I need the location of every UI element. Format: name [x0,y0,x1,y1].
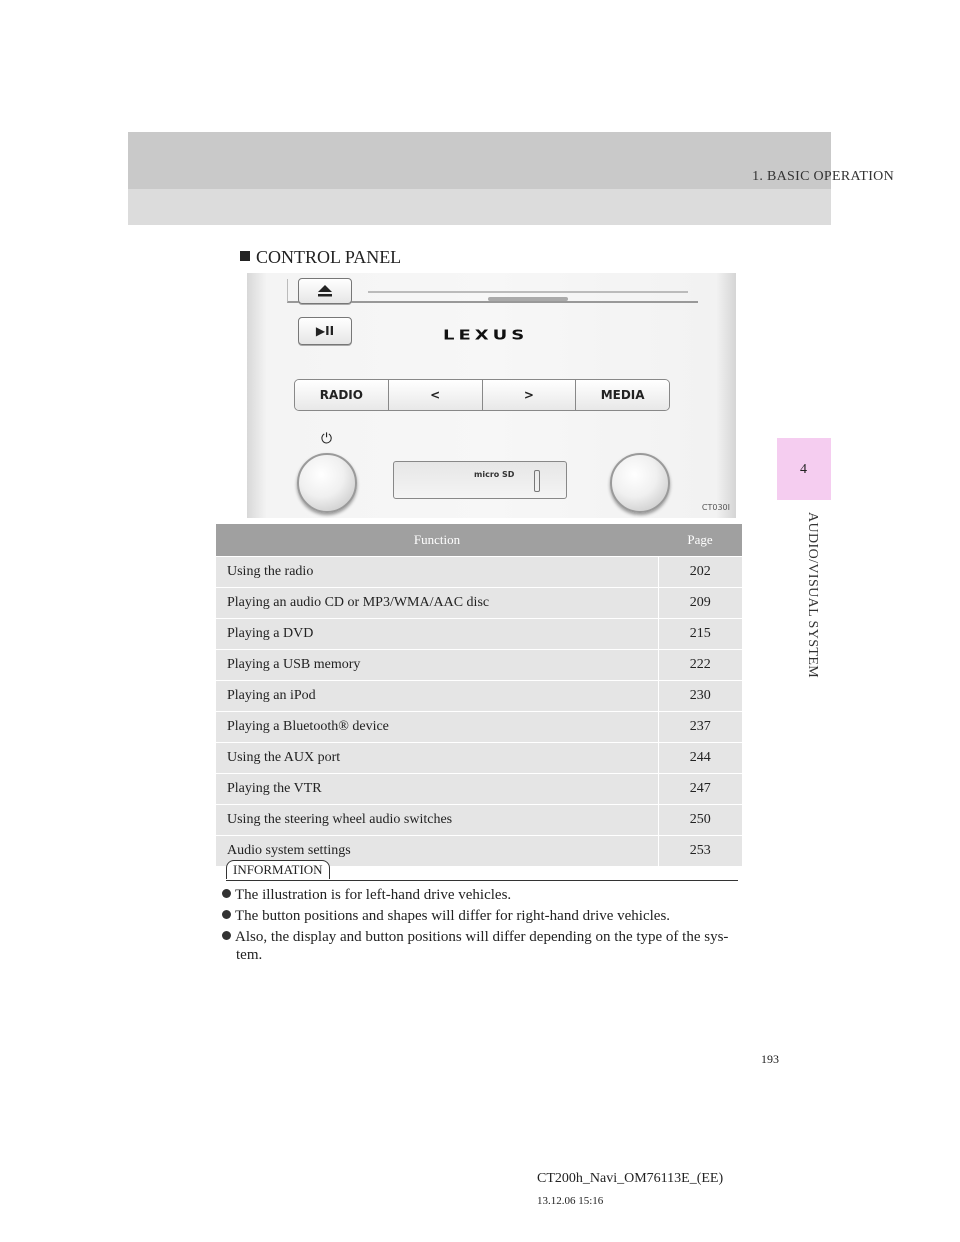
page-cell: 237 [658,712,742,743]
page-cell: 244 [658,743,742,774]
eject-icon [318,285,332,297]
page-cell: 230 [658,681,742,712]
function-cell: Using the radio [216,557,658,588]
chapter-number: 4 [800,462,807,477]
page-column-header: Page [658,524,742,557]
power-icon: ⏻ [321,431,333,447]
page-header-title: 1. BASIC OPERATION [752,169,894,184]
radio-button: RADIO [295,380,389,410]
function-table [216,524,742,866]
function-cell: Playing an audio CD or MP3/WMA/AAC disc [216,588,658,619]
function-cell: Playing a DVD [216,619,658,650]
illustration-code: CT030I [701,503,730,512]
disc-slot-line [368,291,688,293]
chapter-label: AUDIO/VISUAL SYSTEM [805,512,820,679]
bullet-icon [222,910,231,919]
function-cell: Playing a USB memory [216,650,658,681]
function-cell: Using the AUX port [216,743,658,774]
seek-back-button: < [389,380,483,410]
table-row [216,774,742,805]
section-title [240,247,401,268]
eject-button [298,278,352,304]
info-bullet-continuation: tem. [236,947,263,963]
table-row [216,805,742,836]
info-bullet-text: The button positions and shapes will differ for right-hand drive vehicles. [235,908,671,924]
sd-slot-opening [534,470,540,492]
page-cell: 250 [658,805,742,836]
page-number: 193 [761,1052,779,1066]
function-cell: Audio system settings [216,836,658,867]
table-row [216,681,742,712]
seek-forward-button: > [483,380,577,410]
header-band-lower [128,189,831,225]
info-bullet-text: Also, the display and button positions will differ depending on the type of the sys- [235,929,729,945]
sd-card-slot [393,461,567,499]
info-bullet [222,928,757,964]
table-row [216,619,742,650]
media-button: MEDIA [576,380,669,410]
function-cell: Using the steering wheel audio switches [216,805,658,836]
source-button-row [294,379,670,411]
function-cell: Playing an iPod [216,681,658,712]
bullet-icon [222,889,231,898]
info-bullet-text: The illustration is for left-hand drive vehicles. [235,887,512,903]
page-cell: 202 [658,557,742,588]
disc-slot-nub [488,297,568,301]
information-rule [226,880,738,881]
page-cell: 222 [658,650,742,681]
page-cell: 247 [658,774,742,805]
page-cell: 253 [658,836,742,867]
section-title-text: CONTROL PANEL [256,247,402,267]
play-pause-button: ▶II [298,317,352,345]
lexus-logo: LEXUS [443,327,529,344]
page-cell: 209 [658,588,742,619]
bullet-icon [222,931,231,940]
info-bullet [222,886,757,904]
tune-knob [610,453,670,513]
information-tag: INFORMATION [226,860,330,879]
table-row [216,588,742,619]
volume-knob [297,453,357,513]
header-band [128,132,831,189]
footer-document-id: CT200h_Navi_OM76113E_(EE) [537,1171,724,1186]
table-row [216,712,742,743]
page-cell: 215 [658,619,742,650]
table-row [216,743,742,774]
control-panel-illustration [247,273,736,518]
footer-timestamp: 13.12.06 15:16 [537,1195,604,1207]
function-cell: Playing a Bluetooth® device [216,712,658,743]
square-bullet-icon [240,251,250,261]
function-cell: Playing the VTR [216,774,658,805]
info-bullet [222,907,757,925]
function-column-header: Function [216,524,658,557]
microsd-logo: micro SD [474,470,515,479]
table-header-row [216,524,742,557]
table-row [216,650,742,681]
table-row [216,557,742,588]
